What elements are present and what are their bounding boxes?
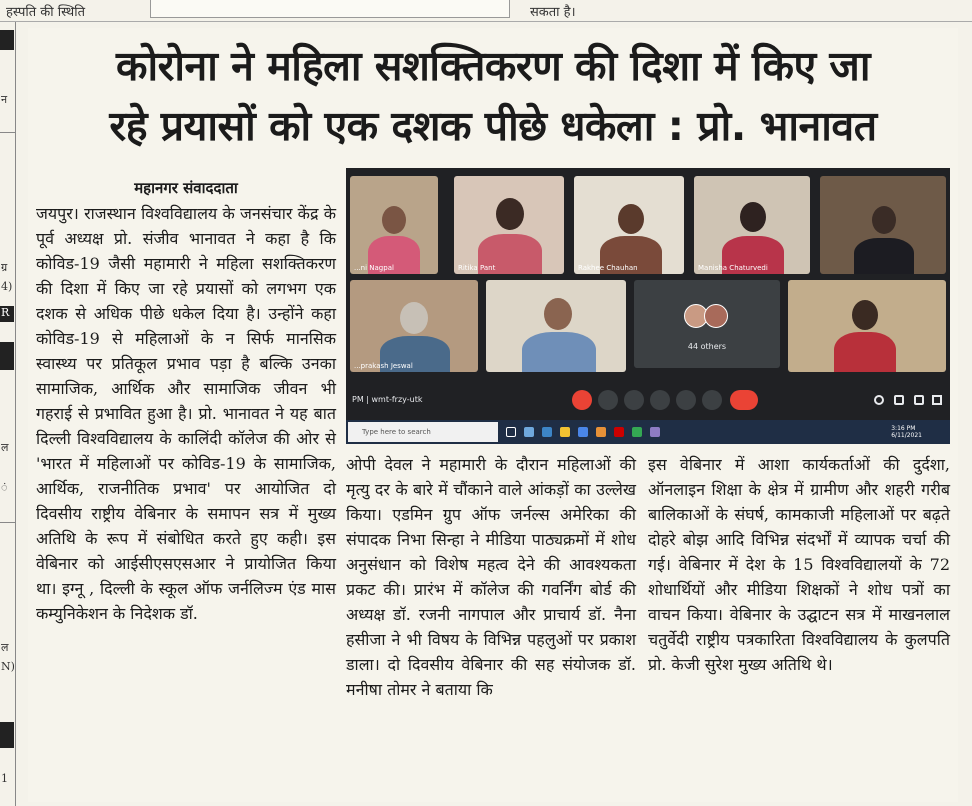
raise-hand-icon[interactable] xyxy=(650,390,670,410)
edge-fragment: N) xyxy=(1,660,15,673)
taskbar-search[interactable]: Type here to search xyxy=(348,422,498,442)
webinar-screenshot-photo xyxy=(346,168,950,444)
adjacent-column-edge xyxy=(0,22,16,806)
participant-name: Rakhee Chauhan xyxy=(578,264,638,272)
participant-name: ...ni Nagpal xyxy=(354,264,394,272)
article-headline xyxy=(28,36,958,156)
edge-rule xyxy=(0,132,15,133)
meeting-controls-bar xyxy=(346,386,950,416)
people-icon[interactable] xyxy=(894,395,904,405)
edge-block xyxy=(0,342,14,370)
article-column-2 xyxy=(346,452,636,702)
chrome-icon[interactable] xyxy=(632,427,642,437)
edge-fragment: 1 xyxy=(1,772,8,785)
others-tile xyxy=(634,280,780,368)
participant-tile xyxy=(820,176,946,274)
edge-fragment: ग्र xyxy=(1,261,8,274)
participant-tile xyxy=(574,176,684,274)
chat-icon[interactable] xyxy=(914,395,924,405)
column-2-text: ओपी देवल ने महामारी के दौरान महिलाओं की मृत्यु दर के बारे में चौंकाने वाले आंकड़ों का उल्लेख किया। एडमिन ग्रुप ऑफ जर्नल्स अमेरिका की संपादक निभा सिन्हा ने मीडिया पाठ्यक्रमों में शोध अनुसंधान को विशेष महत्व देने की आवश्यकता प्रकट की। प्रारंभ में कॉलेज की गवर्निंग बोर्ड की अध्यक्ष डॉ. रजनी नागपाल और प्राचार्य डॉ. नैना हसीजा ने भी विषय के विभिन्न पहलुओं पर प्रकाश डाला। दो दिवसीय वेबिनार की सह संयोजक डॉ. मनीषा तोमर ने बताया कि xyxy=(346,455,636,699)
file-explorer-icon[interactable] xyxy=(560,427,570,437)
participant-name: Ritika Pant xyxy=(458,264,496,272)
participant-tile xyxy=(454,176,564,274)
previous-story-strip xyxy=(0,0,972,22)
news-article xyxy=(28,28,958,802)
others-count: 44 others xyxy=(687,342,727,351)
edge-fragment: R xyxy=(1,306,10,319)
mic-off-icon[interactable] xyxy=(572,390,592,410)
info-icon[interactable] xyxy=(874,395,884,405)
edge-fragment: ल xyxy=(1,441,9,454)
end-call-icon[interactable] xyxy=(730,390,758,410)
camera-icon[interactable] xyxy=(598,390,618,410)
participant-name: Manisha Chaturvedi xyxy=(698,264,768,272)
edge-block xyxy=(0,30,14,50)
more-options-icon[interactable] xyxy=(702,390,722,410)
app-icon[interactable] xyxy=(542,427,552,437)
taskbar-clock xyxy=(891,425,922,439)
edge-fragment: न xyxy=(1,93,8,106)
participant-tile xyxy=(350,280,478,372)
participant-tile xyxy=(350,176,438,274)
meeting-code: PM | wmt-frzy-utk xyxy=(352,395,423,404)
app-icon[interactable] xyxy=(596,427,606,437)
column-1-text: जयपुर। राजस्थान विश्वविद्यालय के जनसंचार केंद्र के पूर्व अध्यक्ष प्रो. संजीव भानावत ने कहा है कि कोविड-19 जैसी महामारी ने महिला सशक्तिकरण की दिशा में किए जा रहे प्रयासों को लगभग एक दशक से अधिक पीछे धकेल दिया है। उन्होंने कहा कोविड-19 से महिलाओं के न सिर्फ मानसिक स्वास्थ्य पर प्रतिकूल प्रभाव पड़ा है बल्कि उनका सामाजिक, आर्थिक और सामाजिक जीवन भी गहराई से प्रभावित हुआ है। प्रो. भानावत ने यह बात दिल्ली विश्वविद्यालय के कालिंदी कॉलेज की ओर से 'भारत में महिलाओं पर कोविड-19 के सामाजिक, आर्थिक, राजनीतिक प्रभाव' पर आयोजित दो दिवसीय राष्ट्रीय वेबिनार के समापन सत्र में मुख्य अतिथि के रूप में संबोधित करते हुए कही। इस वेबिनार को आईसीएसएसआर ने प्रायोजित किया था। इग्नू , दिल्ली के स्कूल ऑफ जर्नलिज्म एंड मास कम्युनिकेशन के निदेशक डॉ. xyxy=(36,204,336,623)
participant-name: ...prakash Jeswal xyxy=(354,362,413,370)
edge-fragment: 4) xyxy=(1,280,13,293)
participant-tile xyxy=(486,280,626,372)
participant-tile xyxy=(788,280,946,372)
previous-story-fragment: हस्पति की स्थिति xyxy=(6,5,85,20)
edge-rule xyxy=(0,522,15,523)
clock-date: 6/11/2021 xyxy=(891,432,922,439)
edge-fragment: ं xyxy=(1,481,8,494)
column-3-text: इस वेबिनार में आशा कार्यकर्ताओं की दुर्दशा, ऑनलाइन शिक्षा के क्षेत्र में ग्रामीण और शहरी गरीब बालिकाओं के संघर्ष, कामकाजी महिलाओं पर बढ़ते दोहरे बोझ आदि विभिन्न संदर्भों में व्यापक चर्चा की गई। वेबिनार में देश के 15 विश्वविद्यालयों के 72 शोधार्थियों और मीडिया शिक्षकों ने शोध पत्रों का वाचन किया। वेबिनार के उद्घाटन सत्र में माखनलाल चतुर्वेदी राष्ट्रीय पत्रकारिता विश्वविद्यालय के कुलपति प्रो. केजी सुरेश मुख्य अतिथि थे। xyxy=(648,455,950,674)
edge-icon[interactable] xyxy=(578,427,588,437)
windows-taskbar xyxy=(346,420,950,444)
article-column-3 xyxy=(648,452,950,677)
edge-block xyxy=(0,722,14,748)
previous-story-fragment-right: सकता है। xyxy=(530,5,576,20)
present-icon[interactable] xyxy=(676,390,696,410)
avatar xyxy=(704,304,728,328)
byline: महानगर संवाददाता xyxy=(134,179,238,197)
article-column-1 xyxy=(36,176,336,626)
activities-icon[interactable] xyxy=(932,395,942,405)
previous-story-box xyxy=(150,0,510,18)
task-view-icon[interactable] xyxy=(506,427,516,437)
captions-icon[interactable] xyxy=(624,390,644,410)
edge-fragment: ल xyxy=(1,641,9,654)
headline-line-2: रहे प्रयासों को एक दशक पीछे धकेला : प्रो. भानावत xyxy=(109,102,877,150)
app-icon[interactable] xyxy=(524,427,534,437)
app-icon[interactable] xyxy=(650,427,660,437)
headline-line-1: कोरोना ने महिला सशक्तिकरण की दिशा में किए जा xyxy=(116,42,870,90)
app-icon[interactable] xyxy=(614,427,624,437)
clock-time: 3:16 PM xyxy=(891,425,916,432)
participant-tile xyxy=(694,176,810,274)
